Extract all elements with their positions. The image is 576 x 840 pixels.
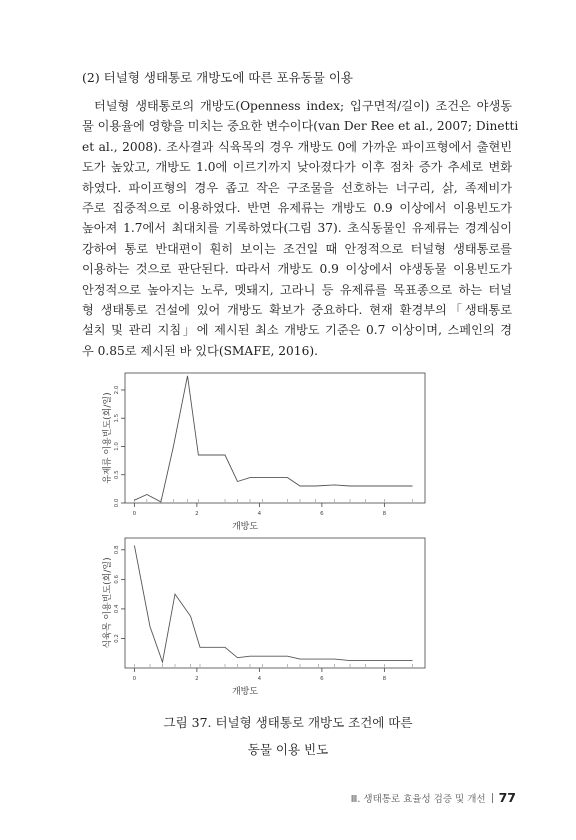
openness-charts	[100, 368, 440, 718]
paragraph-line: 설치 및 관리 지침」에 제시된 최소 개방도 기준은 0.7 이상이며, 스페인의 경	[82, 323, 512, 338]
paragraph-line: 형 생태통로 건설에 있어 개방도 확보가 중요하다. 현재 환경부의「생태통로	[82, 303, 512, 318]
paragraph-line: 하였다. 파이프형의 경우 좁고 작은 구조물을 선호하는 너구리, 삵, 족제비가	[82, 180, 512, 195]
paragraph-line: 우 0.85로 제시된 바 있다(SMAFE, 2016).	[82, 343, 318, 358]
y-axis-label: 식육목 이용빈도(회/일)	[103, 557, 113, 649]
y-tick-label: 1.5	[114, 413, 120, 423]
x-tick-label: 4	[257, 676, 262, 682]
plot-frame	[125, 538, 425, 668]
paragraph-line: 이용하는 것으로 판단된다. 따라서 개방도 0.9 이상에서 야생동물 이용빈도가	[82, 262, 512, 277]
x-tick-label: 6	[320, 511, 324, 517]
series-line	[134, 545, 412, 662]
paragraph-line: 강하여 통로 반대편이 훤히 보이는 조건일 때 안정적으로 터널형 생태통로를	[82, 241, 512, 256]
figure-37	[100, 368, 440, 718]
y-tick-label: 0.0	[114, 498, 120, 508]
x-tick-label: 2	[195, 511, 199, 517]
section-heading: (2) 터널형 생태통로 개방도에 따른 포유동물 이용	[82, 70, 353, 85]
paragraph-line: 주로 집중적으로 이용하였다. 반면 유제류는 개방도 0.9 이상에서 이용빈도가	[82, 201, 512, 216]
x-tick-label: 0	[132, 511, 137, 517]
figure-caption: 그림 37. 터널형 생태통로 개방도 조건에 따른	[163, 715, 413, 730]
plot-frame	[125, 373, 425, 503]
x-axis-label: 개방도	[231, 687, 259, 697]
x-tick-label: 2	[195, 676, 199, 682]
x-tick-label: 0	[132, 676, 137, 682]
x-axis-label: 개방도	[231, 522, 259, 532]
y-tick-label: 0.5	[114, 470, 120, 480]
x-tick-label: 4	[257, 511, 262, 517]
paragraph-line: 물 이용율에 영향을 미치는 중요한 변수이다(van Der Ree et al., 2007; Dinetti	[82, 119, 519, 134]
x-tick-label: 8	[382, 511, 387, 517]
y-tick-label: 0.6	[114, 574, 120, 584]
paragraph-line: 높아져 1.7에서 최대치를 기록하였다(그림 37). 초식동물인 유제류는 경계심이	[82, 221, 512, 236]
footer-divider	[492, 793, 493, 803]
x-tick-label: 6	[320, 676, 324, 682]
y-axis-label: 유제류 이용빈도(회/일)	[103, 392, 113, 484]
y-tick-label: 0.8	[114, 545, 120, 555]
y-tick-label: 1.0	[114, 442, 120, 451]
page-number: 77	[498, 790, 516, 805]
paragraph-line: et al., 2008). 조사결과 식육목의 경우 개방도 0에 가까운 파이프형에서 출현빈	[82, 139, 512, 154]
chart-panel-1	[101, 373, 425, 532]
y-tick-label: 0.4	[114, 604, 120, 614]
series-line	[134, 376, 412, 502]
paragraph-line: 터널형 생태통로의 개방도(Openness index; 입구면적/길이) 조건은 야생동	[94, 99, 512, 113]
paragraph-line: 안정적으로 높아지는 노루, 멧돼지, 고라니 등 유제류를 목표종으로 하는 터널	[82, 282, 512, 297]
body-paragraph	[82, 96, 519, 361]
figure-caption-line2: 동물 이용 빈도	[247, 742, 329, 757]
chart-panel-2	[101, 538, 425, 697]
y-tick-label: 0.2	[114, 634, 120, 643]
y-tick-label: 2.0	[114, 385, 120, 395]
x-tick-label: 8	[382, 676, 387, 682]
paragraph-line: 도가 높았고, 개방도 1.0에 이르기까지 낮아졌다가 이후 점차 증가 추세로 변화	[82, 160, 512, 175]
footer-section-title: Ⅲ. 생태통로 효율성 검증 및 개선	[350, 793, 486, 805]
page-footer	[351, 790, 516, 805]
